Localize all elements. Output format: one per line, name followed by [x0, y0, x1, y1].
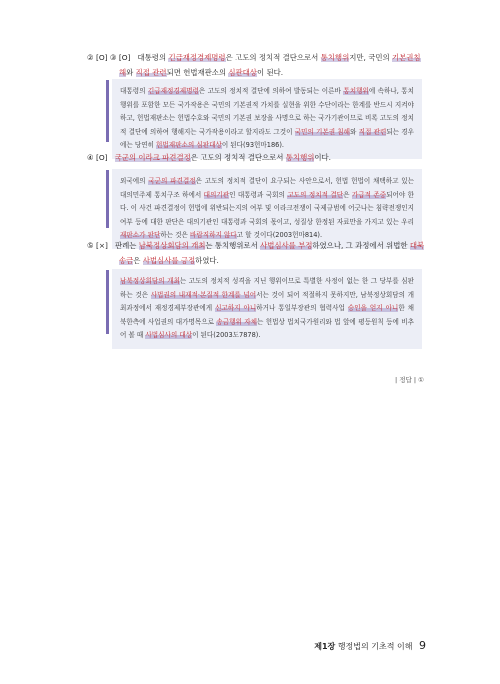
item-marker: ④ [O]	[87, 153, 108, 162]
highlight: 국군의 파견결정	[148, 177, 196, 185]
text: 이 된다.	[256, 68, 284, 77]
chapter-title: 행정법의 기초적 이해	[337, 642, 413, 651]
highlight: 긴급재정경제명령	[147, 87, 199, 95]
text: 한 채 북한측에 사업권의 대가명목으로	[120, 304, 414, 326]
text: 대통령의	[137, 53, 169, 62]
text: 와	[350, 127, 359, 136]
text: 는 헌법상 법치국가원리와 법 앞에 평등원칙 등에 비추어 볼 때	[120, 317, 414, 340]
text: 고 할 것이다(2003헌마814).	[236, 231, 323, 240]
item-marker: ⑤ [×]	[87, 241, 108, 250]
text: 하거나 통일부장관의 협력사업	[256, 304, 348, 313]
text: 하였다.	[195, 256, 219, 265]
text: 되는 경우에는 당연히	[120, 127, 414, 150]
highlight: 통치행위	[285, 153, 315, 162]
highlight: 기본권침해	[119, 53, 421, 77]
text: 되어야 한다. 이 사건 파견결정이 헌법에 위반되는지의 여부 및 이라크전쟁이 국제규범에 어긋나는 침략전쟁인지 여부 등에 대한 판단은 대의기관인 대통령과 국회의 몫이고, 성질상 한정된 자료만을 가지고 있는 우리	[120, 190, 415, 226]
highlight: 국민의 기본권 침해	[294, 127, 351, 136]
quote-bar	[106, 170, 109, 228]
answer-item-4	[87, 150, 427, 165]
text: 은 고도의 정치적 결단으로서	[225, 53, 321, 62]
highlight: 송금행위 자체	[216, 317, 258, 326]
highlight: 신고하지 아니	[215, 304, 257, 313]
chapter-label: 제1장	[314, 642, 336, 651]
page-footer	[314, 639, 426, 652]
highlight: 사법심사를 부정	[260, 241, 313, 250]
text: 는 고도의 정치적 성격을 지닌 행위이므로 특별한 사정이 없는 한 그 당부를 심판하는 것은	[120, 277, 414, 299]
text: 에 속하나, 통치행위를 포함한 모든 국가작용은 국민의 기본권적 가치를 실현을 위한 수단이라는 한계를 반드시 지켜야 하고, 헌법재판소는 헌법수호와 국민의 기본권 보장을 사명으로 하는 국가기관이므로 비록 고도의 정치적 결단에 의하여 행해지는 국가작용이라고 할지라도 그것이	[120, 87, 414, 136]
explanation-box-1	[112, 79, 422, 159]
text: 하였으나, 그 과정에서 위법한	[312, 241, 410, 250]
text: 은	[133, 256, 143, 265]
highlight: 사법권의 내재적·본질적 한계를 넘어	[150, 290, 257, 299]
highlight: 통치행위	[343, 87, 369, 95]
text: 은 고도의 정치적 결단에 의하여 발동되는 이른바	[198, 87, 344, 95]
text: 외국에의	[120, 177, 149, 185]
text: 는 통치행위로서	[205, 241, 261, 250]
text: 판례는	[115, 241, 139, 250]
text: 지만, 국민의	[349, 53, 392, 62]
highlight: 가급적 존중	[351, 190, 387, 199]
text: 이 된다(93헌마186).	[221, 141, 285, 150]
quote-bar	[106, 80, 109, 142]
page-number: 9	[419, 639, 426, 652]
text: 하는 것은	[160, 231, 190, 240]
text: 대통령의	[120, 87, 148, 95]
highlight: 통치행위	[320, 53, 350, 62]
highlight: 직접 관련	[358, 127, 387, 136]
highlight: 직접 관련	[135, 68, 167, 77]
answer-item-5	[87, 238, 427, 268]
highlight: 국군의 이라크 파견결정	[114, 153, 191, 162]
text: 이 된다(2003도7878).	[192, 331, 261, 340]
highlight: 심판대상	[228, 68, 257, 77]
highlight: 재판소가 판단	[120, 231, 161, 240]
text: 인 대통령과 국회의	[229, 190, 288, 199]
explanation-box-2	[112, 169, 422, 249]
text: 은	[343, 190, 352, 199]
item-marker: ② [O] ③ [O]	[87, 53, 131, 62]
highlight: 대북송금	[119, 241, 425, 265]
highlight: 대의기관	[203, 190, 230, 199]
explanation-box-3	[112, 269, 422, 349]
highlight: 헌법재판소의 심판대상	[156, 141, 222, 150]
highlight: 사법심사의 대상	[145, 331, 193, 340]
highlight: 고도의 정치적 결단	[287, 190, 344, 199]
text: 이다.	[314, 153, 331, 162]
item-statement	[87, 50, 427, 80]
highlight: 바람직하지 않다	[190, 231, 237, 240]
item-statement	[87, 150, 427, 165]
text: 서는 것이 되어 적절하지 못하지만, 남북정상회담의 개최과정에서 재정경제부장관에게	[120, 290, 414, 313]
item-statement	[87, 238, 427, 268]
answer-item-2-3	[87, 50, 427, 80]
highlight: 남북정상회담의 개최	[120, 277, 180, 285]
text: 은 고도의 정치적 결단으로서	[190, 153, 286, 162]
text: 와	[126, 68, 136, 77]
quote-bar	[106, 270, 109, 334]
answer-label: | 정답 | ①	[395, 376, 424, 384]
highlight: 긴급재정경제명령	[168, 53, 226, 62]
highlight: 남북정상회담의 개최	[138, 241, 206, 250]
text: 되면 헌법재판소의	[166, 68, 229, 77]
highlight: 승인을 얻지 아니	[347, 304, 399, 313]
highlight: 사법심사를 긍정	[142, 256, 196, 265]
text: 은 고도의 정치적 결단이 요구되는 사안으로서, 헌법 헌법이 채택하고 있는 대의민주제 통치구조 하에서	[120, 177, 415, 199]
